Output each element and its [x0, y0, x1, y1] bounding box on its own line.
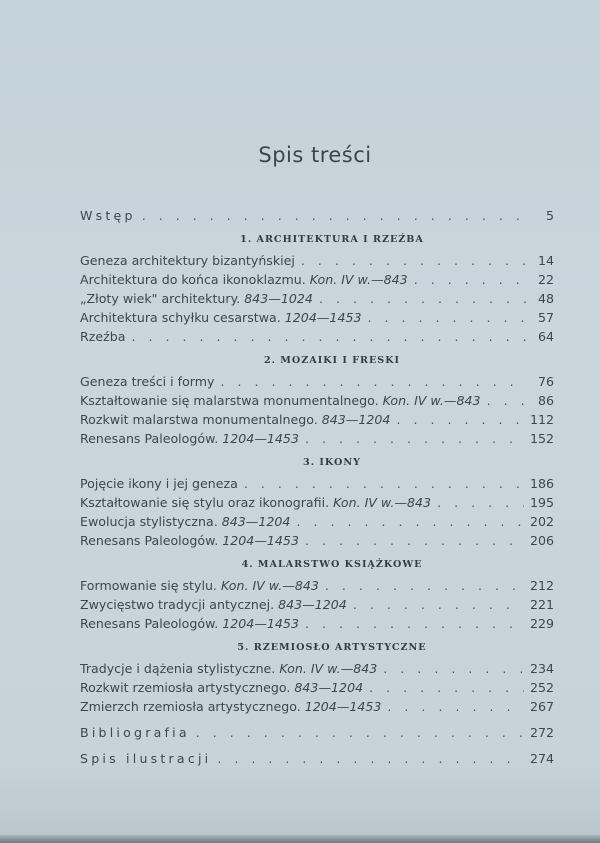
- entry-page-number: 86: [537, 393, 554, 408]
- toc-entry: [80, 514, 554, 533]
- entry-page-number: 195: [529, 495, 554, 510]
- entry-dates: 1204—1453: [304, 699, 382, 714]
- entry-text: Geneza treści i formy: [80, 374, 215, 389]
- dot-leader: [319, 291, 526, 306]
- entry-text: Architektura do końca ikonoklazmu.: [80, 272, 306, 287]
- dot-leader: [414, 272, 526, 287]
- entry-text: Rzeźba: [80, 329, 126, 344]
- entry-title: [80, 616, 299, 631]
- toc-entry: [80, 616, 554, 635]
- entry-page-number: 274: [529, 751, 554, 766]
- entry-dates: 843—1204: [321, 412, 391, 427]
- entry-text: „Złoty wiek" architektury.: [80, 291, 241, 306]
- toc-entry: [80, 329, 554, 348]
- dot-leader: [220, 374, 526, 389]
- dot-leader: [437, 495, 524, 510]
- section-heading: 3. IKONY: [303, 457, 361, 468]
- entry-title: [80, 533, 299, 548]
- entry-title: [80, 310, 361, 325]
- section-heading: 5. RZEMIOSŁO ARTYSTYCZNE: [237, 642, 427, 653]
- entry-title: [80, 514, 290, 529]
- entry-page-number: 202: [529, 514, 554, 529]
- dot-leader: [131, 329, 526, 344]
- entry-text: Architektura schyłku cesarstwa.: [80, 310, 281, 325]
- entry-dates: 1204—1453: [284, 310, 362, 325]
- entry-page-number: 14: [537, 253, 554, 268]
- entry-text: Tradycje i dążenia stylistyczne.: [80, 661, 276, 676]
- page-title: Spis treści: [258, 143, 372, 167]
- entry-text: Zwycięstwo tradycji antycznej.: [80, 597, 275, 612]
- entry-page-number: 57: [537, 310, 554, 325]
- entry-title: [80, 208, 136, 223]
- dot-leader: [383, 661, 524, 676]
- entry-title: [80, 412, 390, 427]
- entry-dates: 1204—1453: [222, 533, 299, 548]
- toc-entry: [80, 253, 554, 272]
- entry-title: [80, 393, 481, 408]
- entry-page-number: 112: [529, 412, 554, 427]
- spacer: [80, 718, 554, 725]
- entry-text: Ewolucja stylistyczna.: [80, 514, 218, 529]
- page-edge: [0, 835, 600, 843]
- entry-text: Zmierzch rzemiosła artystycznego.: [80, 699, 301, 714]
- entry-text: Renesans Paleologów.: [80, 533, 219, 548]
- entry-dates: Kon. IV w.—843: [220, 578, 319, 593]
- toc-entry: [80, 725, 554, 744]
- entry-title: [80, 680, 363, 695]
- dot-leader: [367, 310, 526, 325]
- entry-page-number: 22: [537, 272, 554, 287]
- entry-page-number: 267: [529, 699, 554, 714]
- toc-entry: [80, 597, 554, 616]
- entry-title: [80, 495, 431, 510]
- entry-title: [80, 661, 377, 676]
- dot-leader: [396, 412, 524, 427]
- entry-text: Renesans Paleologów.: [80, 616, 219, 631]
- entry-page-number: 186: [529, 476, 554, 491]
- entry-dates: 843—1024: [244, 291, 313, 306]
- entry-dates: 1204—1453: [222, 616, 299, 631]
- entry-text: Spis ilustracji: [80, 751, 212, 766]
- entry-text: Formowanie się stylu.: [80, 578, 217, 593]
- entry-title: [80, 725, 190, 740]
- toc-entry: [80, 208, 554, 227]
- entry-page-number: 252: [529, 680, 554, 695]
- entry-page-number: 229: [529, 616, 554, 631]
- entry-dates: Kon. IV w.—843: [382, 393, 481, 408]
- entry-text: Geneza architektury bizantyńskiej: [80, 253, 295, 268]
- section-heading: 1. ARCHITEKTURA I RZEŹBA: [240, 234, 424, 245]
- dot-leader: [305, 431, 524, 446]
- entry-page-number: 272: [529, 725, 554, 740]
- table-of-contents: [80, 208, 554, 770]
- entry-title: [80, 578, 319, 593]
- entry-page-number: 76: [537, 374, 554, 389]
- entry-text: Rozkwit rzemiosła artystycznego.: [80, 680, 291, 695]
- entry-title: [80, 431, 299, 446]
- entry-dates: Kon. IV w.—843: [309, 272, 408, 287]
- entry-text: Kształtowanie się stylu oraz ikonografii.: [80, 495, 330, 510]
- toc-entry: [80, 272, 554, 291]
- dot-leader: [142, 208, 526, 223]
- section-heading: 2. MOZAIKI I FRESKI: [263, 355, 401, 366]
- dot-leader: [487, 393, 526, 408]
- dot-leader: [196, 725, 524, 740]
- entry-text: Kształtowanie się malarstwa monumentalnego.: [80, 393, 379, 408]
- entry-page-number: 48: [537, 291, 554, 306]
- entry-title: [80, 253, 295, 268]
- entry-page-number: 234: [529, 661, 554, 676]
- toc-entry: [80, 533, 554, 552]
- entry-dates: 843—1204: [294, 680, 364, 695]
- toc-entry: [80, 393, 554, 412]
- entry-title: [80, 374, 214, 389]
- toc-entry: [80, 495, 554, 514]
- entry-dates: 1204—1453: [222, 431, 299, 446]
- toc-entry: [80, 431, 554, 450]
- dot-leader: [301, 253, 526, 268]
- dot-leader: [244, 476, 524, 491]
- entry-page-number: 206: [529, 533, 554, 548]
- toc-entry: [80, 476, 554, 495]
- dot-leader: [325, 578, 524, 593]
- dot-leader: [369, 680, 524, 695]
- entry-dates: 843—1204: [221, 514, 291, 529]
- entry-dates: 843—1204: [278, 597, 347, 612]
- toc-entry: [80, 578, 554, 597]
- toc-entry: [80, 310, 554, 329]
- entry-page-number: 64: [537, 329, 554, 344]
- entry-title: [80, 291, 313, 306]
- entry-page-number: 5: [545, 208, 554, 223]
- dot-leader: [296, 514, 524, 529]
- entry-title: [80, 597, 347, 612]
- entry-title: [80, 751, 211, 766]
- entry-page-number: 212: [529, 578, 554, 593]
- toc-entry: [80, 751, 554, 770]
- dot-leader: [305, 533, 524, 548]
- dot-leader: [353, 597, 524, 612]
- toc-entry: [80, 661, 554, 680]
- toc-entry: [80, 699, 554, 718]
- entry-page-number: 152: [529, 431, 554, 446]
- toc-entry: [80, 291, 554, 310]
- toc-entry: [80, 412, 554, 431]
- entry-title: [80, 476, 238, 491]
- entry-dates: Kon. IV w.—843: [333, 495, 432, 510]
- entry-title: [80, 272, 408, 287]
- dot-leader: [305, 616, 524, 631]
- entry-title: [80, 329, 125, 344]
- dot-leader: [387, 699, 524, 714]
- entry-text: Wstęp: [80, 208, 136, 223]
- entry-text: Renesans Paleologów.: [80, 431, 219, 446]
- toc-entry: [80, 374, 554, 393]
- entry-text: Bibliografia: [80, 725, 190, 740]
- spacer: [80, 744, 554, 751]
- entry-title: [80, 699, 381, 714]
- dot-leader: [217, 751, 524, 766]
- entry-page-number: 221: [529, 597, 554, 612]
- entry-dates: Kon. IV w.—843: [279, 661, 378, 676]
- toc-entry: [80, 680, 554, 699]
- entry-text: Pojęcie ikony i jej geneza: [80, 476, 238, 491]
- section-heading: 4. MALARSTWO KSIĄŻKOWE: [241, 559, 423, 570]
- entry-text: Rozkwit malarstwa monumentalnego.: [80, 412, 318, 427]
